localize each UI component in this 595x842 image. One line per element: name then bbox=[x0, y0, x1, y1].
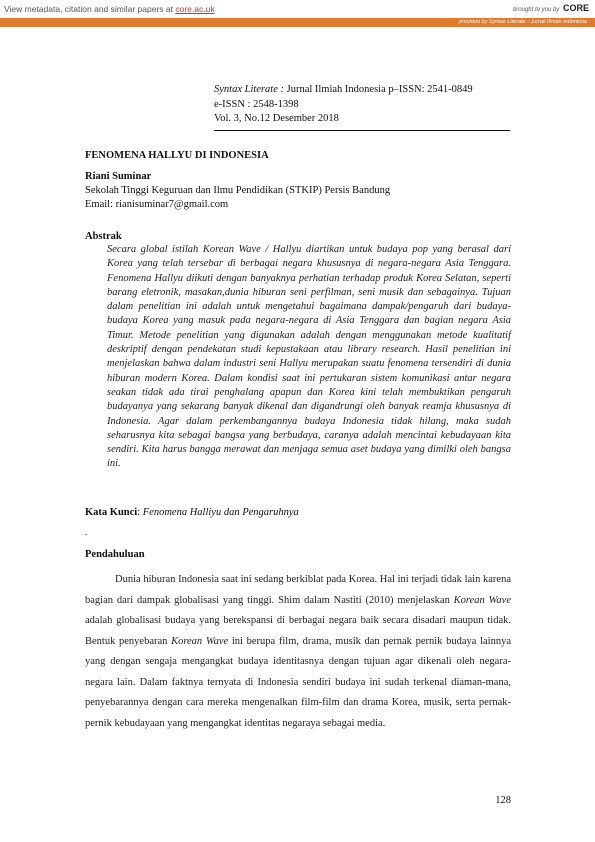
body-part-3: ini berupa film, drama, musik dan pernak pernik budaya lainnya yang dengan sengaja mengangkat budaya identitasnya dengan tujuan agar dikenali oleh negara-negara lain. Dalam faktnya ternyata di Indonesia sendiri budaya ini sudah terkenal diaman-mana, penyebarannya dengan cara mereka mengenalkan film-film dan drama Korea, musik, serta pernak-pernik kebudayaan yang mengangkat identitas negaraya sebagai media. bbox=[85, 635, 511, 729]
author-block bbox=[85, 170, 513, 212]
abstract-heading: Abstrak bbox=[85, 231, 122, 242]
author-name: Riani Suminar bbox=[85, 171, 152, 182]
core-link[interactable]: core.ac.uk bbox=[175, 4, 215, 14]
keywords-line bbox=[85, 507, 513, 518]
stray-mark: . bbox=[85, 527, 88, 537]
journal-header bbox=[214, 83, 510, 131]
journal-line bbox=[214, 83, 510, 98]
author-email: Email: rianisuminar7@gmail.com bbox=[85, 199, 229, 210]
journal-name: Syntax Literate : bbox=[214, 84, 284, 95]
body-paragraph bbox=[85, 570, 511, 734]
page-number: 128 bbox=[495, 795, 511, 806]
body-emphasis-2: Korean Wave bbox=[171, 635, 229, 647]
paper-title: FENOMENA HALLYU DI INDONESIA bbox=[85, 150, 269, 161]
keywords-separator: : bbox=[137, 507, 143, 518]
metadata-link-line[interactable] bbox=[4, 4, 215, 14]
core-banner bbox=[0, 0, 595, 30]
journal-eissn: e-ISSN : 2548-1398 bbox=[214, 98, 299, 110]
abstract-text: Secara global istilah Korean Wave / Hallyu diartikan untuk budaya pop yang berasal dari Korea yang telah tersebar di berbagai negara khususnya di negara-negara Asia Tenggara. Fenomena Hallyu diikuti dengan banyaknya perhatian terhadap produk Korea Selatan, seperti barang eletronik, masakan,dunia hiburan seni perfilman, seni musik dan sebagainya. Tujuan dalam penelitian ini adalah untuk mengetahui bagaimana dampak/pengaruh dari budaya-budaya Korea yang masuk pada negara-negara di Asia Tenggara dan bagian negara Asia Timur. Metode penelitian yang digunakan adalah dengan menggunakan metode kualitatif deskriptif dengan pendekatan studi kepustakaan atau library research. Hasil penelitian ini menjelaskan bahwa dalam industri seni Hallyu merupakan suatu fenomena tersendiri di dunia hiburan modern Korea. Dalam kondisi saat ini pertukaran sistem komunikasi antar negara seakan tidak ada tirai penghalang apapun dan Korea kini telah membuktikan pengaruh budayanya yang sekarang banyak dikenal dan digandrungi oleh banyak reamja khususnya di Indonesia. Agar dalam perkembangannya budaya Indonesia tidak hilang, maka sudah seharusnya kita sebagai bangsa yang berbudaya, caranya adalah mencintai kebudayaan kita sendiri. Kita harus bangga merawat dan menjaga semua aset budaya yang dimilki oleh bangsa ini. bbox=[107, 244, 511, 470]
metadata-text: View metadata, citation and similar papers at bbox=[4, 4, 173, 14]
keywords-label: Kata Kunci bbox=[85, 507, 138, 518]
body-part-1: Dunia hiburan Indonesia saat ini sedang berkiblat pada Korea. Hal ini terjadi tidak lain karena bagian dari dampak globalisasi yang tinggi. Shim dalam Nastiti (2010) menjelaskan bbox=[85, 574, 511, 606]
author-affiliation: Sekolah Tinggi Keguruan dan Ilmu Pendidikan (STKIP) Persis Bandung bbox=[85, 185, 391, 196]
core-logo-icon[interactable]: CORE bbox=[562, 3, 589, 13]
brought-text: brought to you by bbox=[512, 7, 560, 13]
keywords-value: Fenomena Halliyu dan Pengaruhnya bbox=[142, 507, 299, 518]
journal-issn: Jurnal Ilmiah Indonesia p–ISSN: 2541-0849 bbox=[283, 84, 473, 95]
provided-by-bar[interactable]: provided by Syntax Literate - Jurnal Ilmiah Indonesia bbox=[0, 18, 595, 27]
body-emphasis-1: Korean Wave bbox=[453, 594, 511, 606]
body-part-2: adalah globalisasi budaya yang berekspansi di berbagai negara baik secara disadari maupun tidak. Bentuk penyebaran bbox=[85, 615, 511, 647]
header-rule bbox=[214, 130, 510, 131]
section-heading: Pendahuluan bbox=[85, 549, 145, 560]
brought-by bbox=[513, 3, 589, 13]
journal-volume: Vol. 3, No.12 Desember 2018 bbox=[214, 113, 339, 124]
